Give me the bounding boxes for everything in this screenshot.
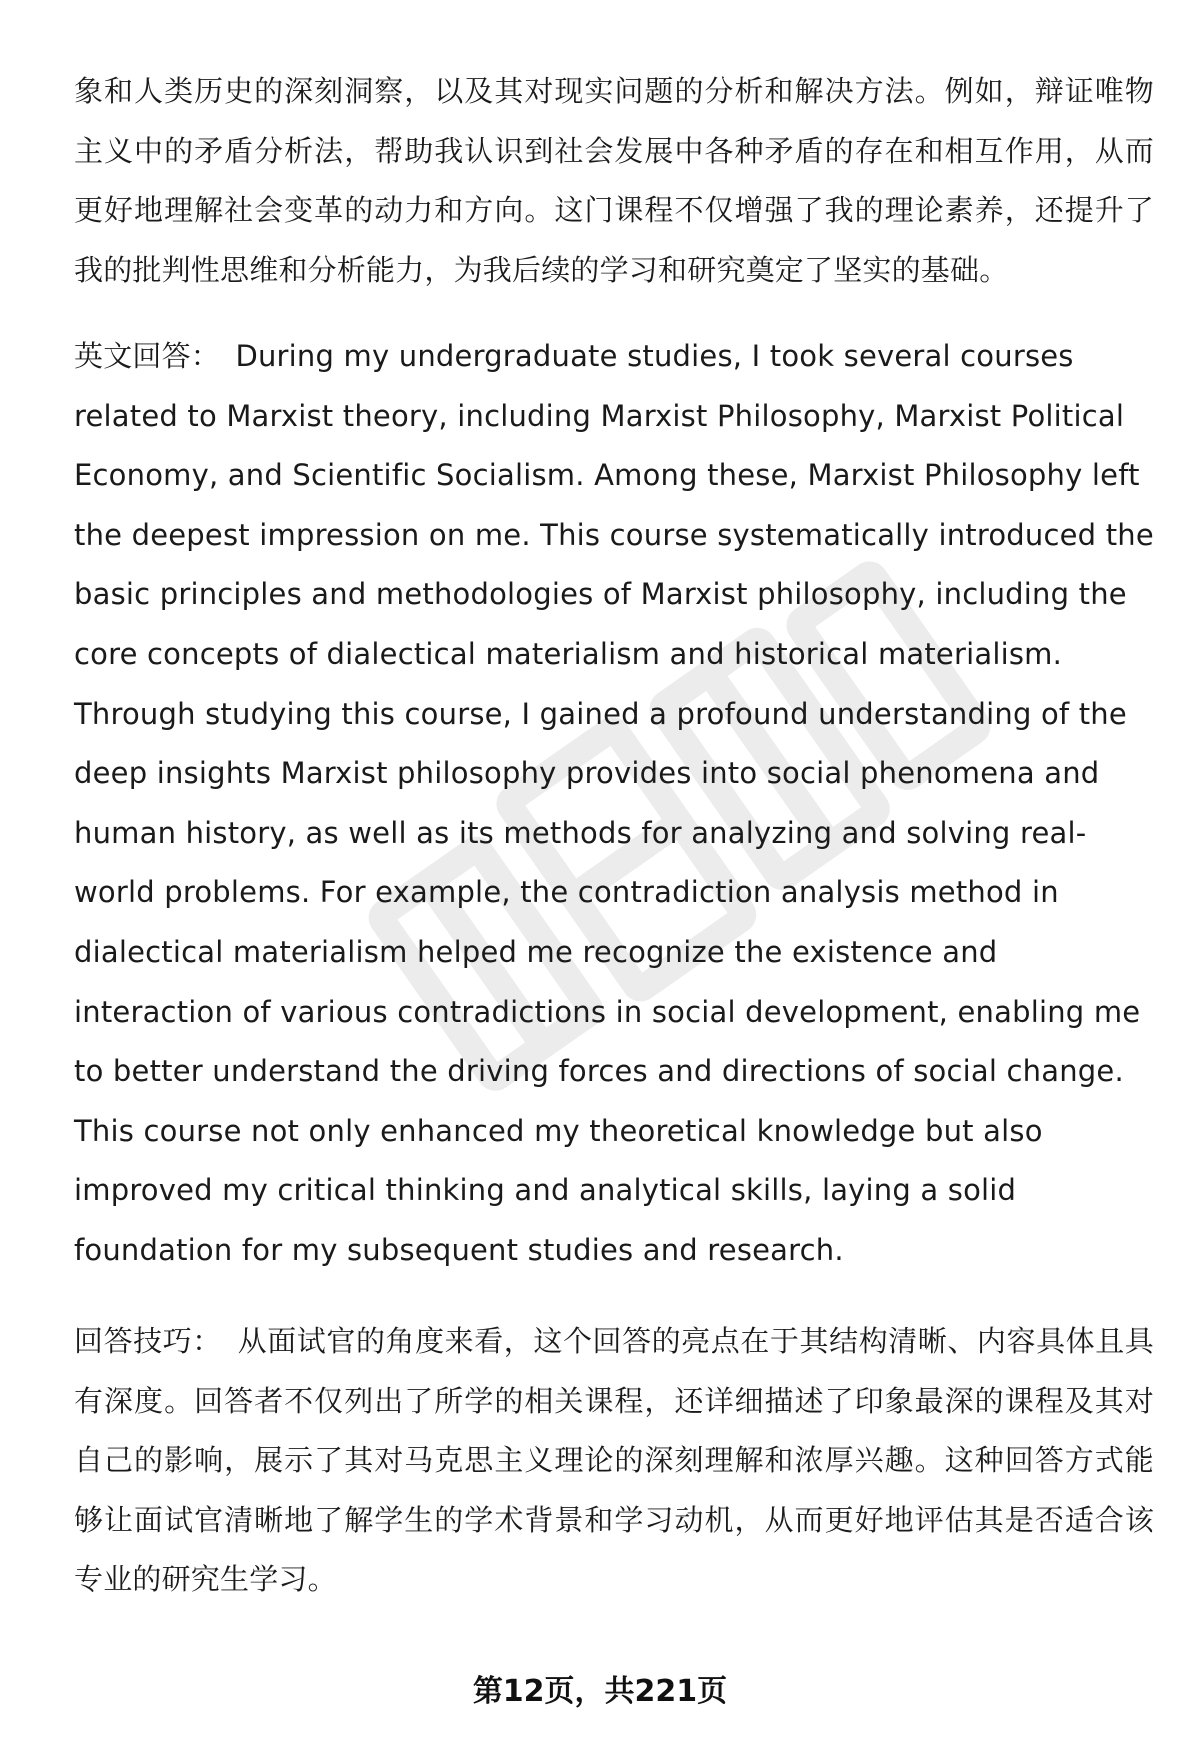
answer-tips-section — [74, 1312, 1154, 1610]
english-answer-text: During my undergraduate studies, I took several courses related to Marxist theory, including Marxist Philosophy, Marxist Political Economy, and Scientific Socialism. Among these, Marxist Philosophy left the deepest impression on me. This course systematically introduced the basic principles and methodologies of Marxist philosophy, including the core concepts of dialectical materialism and historical materialism. Through studying this course, I gained a profound understanding of the deep insights Marxist philosophy provides into social phenomena and human history, as well as its methods for analyzing and solving real-world problems. For example, the contradiction analysis method in dialectical materialism helped me recognize the existence and interaction of various contradictions in social development, enabling me to better understand the driving forces and directions of social change. This course not only enhanced my theoretical knowledge but also improved my critical thinking and analytical skills, laying a solid foundation for my subsequent studies and research. — [74, 339, 1154, 1267]
page-number-footer: 第12页，共221页 — [472, 1674, 728, 1709]
chinese-answer-continuation: 象和人类历史的深刻洞察，以及其对现实问题的分析和解决方法。例如，辩证唯物主义中的矛盾分析法，帮助我认识到社会发展中各种矛盾的存在和相互作用，从而更好地理解社会变革的动力和方向。这门课程不仅增强了我的理论素养，还提升了我的批判性思维和分析能力，为我后续的学习和研究奠定了坚实的基础。 — [74, 74, 1154, 287]
english-answer-section — [74, 327, 1154, 1281]
english-answer-label: 英文回答： — [74, 339, 221, 373]
answer-tips-label: 回答技巧： — [74, 1324, 222, 1358]
answer-tips-text: 从面试官的角度来看，这个回答的亮点在于其结构清晰、内容具体且具有深度。回答者不仅列出了所学的相关课程，还详细描述了印象最深的课程及其对自己的影响，展示了其对马克思主义理论的深刻理解和浓厚兴趣。这种回答方式能够让面试官清晰地了解学生的学术背景和学习动机，从而更好地评估其是否适合该专业的研究生学习。 — [74, 1324, 1154, 1596]
